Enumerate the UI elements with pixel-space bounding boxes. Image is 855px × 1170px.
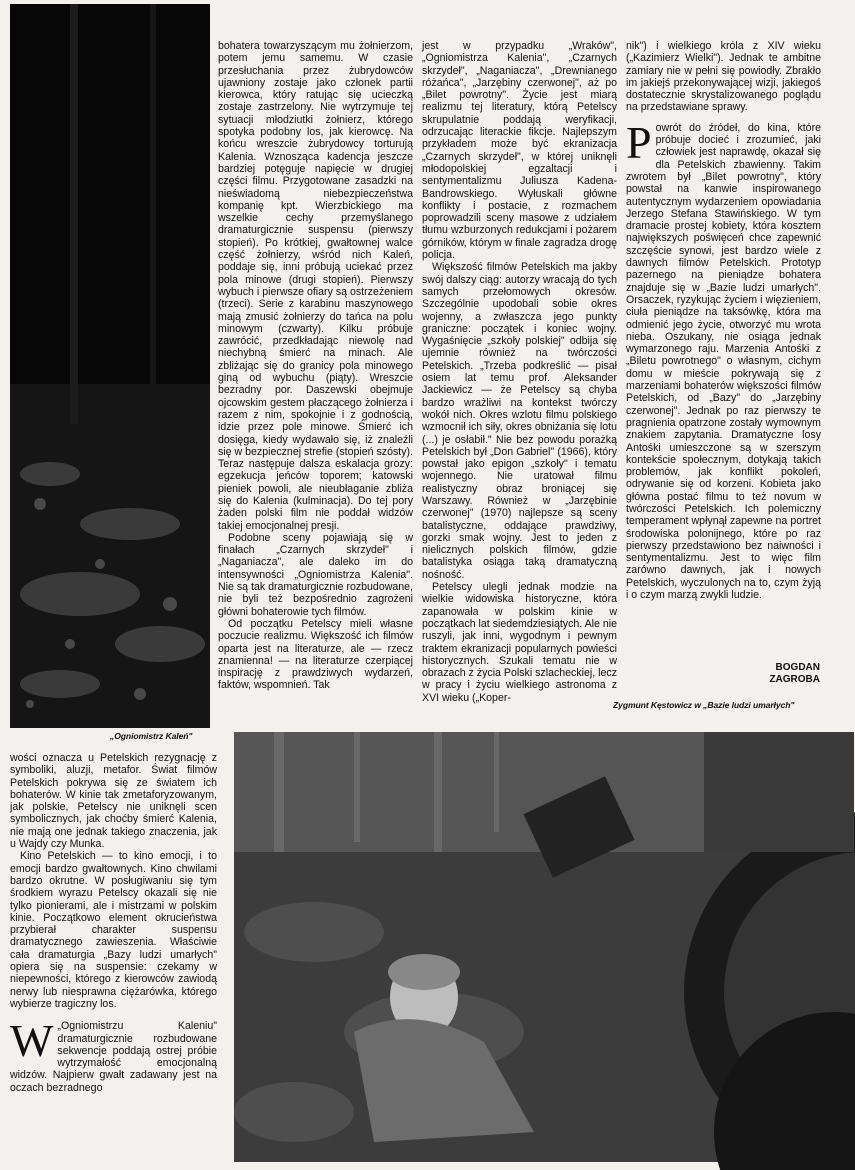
text-column-left-bottom bbox=[10, 752, 217, 1164]
drop-cap: P bbox=[626, 116, 652, 168]
paragraph: Od początku Petelscy mieli własne poczucie realizmu. Większość ich filmów oparta jest na literaturze, ale — rzecz znamienna! — na literaturze czerpiącej inspirację z prawdziwych wydarzeń, faktów, wspomnień. Tak bbox=[218, 617, 413, 692]
caption-left-photo: „Ogniomistrz Kaleń" bbox=[110, 731, 193, 741]
paragraph: jest w przypadku „Wraków", „Ogniomistrza Kalenia", „Czarnych skrzydeł", „Naganiacza", „Drewnianego różańca", „Jarzębiny czerwonej", aż po „Bilet powrotny". Życie jest miarą realizmu tej literatury, którą Petelscy skrupulatnie poddają weryfikacji, odrzucając literackie fikcje. Najlepszym przykładem może być ekranizacja „Czarnych skrzydeł", w której uniknęli młodopolskiej egzaltacji i sentymentalizmu Juliusza Kadena-Bandrowskiego. Wyłuskali główne konflikty i postacie, z rozmachem poprowadzili sceny masowe z udziałem tłumu wzburzonych redukcjami i pożarem górników, którym w finale zagradza drogę policja. bbox=[422, 40, 617, 262]
photo-ogniomistrz-kalen bbox=[10, 4, 210, 728]
text-column-1 bbox=[218, 40, 413, 690]
paragraph: wości oznacza u Petelskich rezygnację z symboliki, aluzji, metafor. Świat filmów Petelskich pokrywa się ze światem ich bohaterów. W kinie tak zmetaforyzowanym, jak polskie, Petelscy nie uniknęli scen symbolicznych, jak choćby śmierć Kalenia, nie mają one jednak takiego znaczenia, jak u Wajdy czy Munka. bbox=[10, 752, 217, 851]
text-column-2 bbox=[422, 40, 617, 704]
paragraph: Petelscy ulegli jednak modzie na wielkie widowiska historyczne, która zapanowała w polskim kinie w początkach lat siedemdziesiątych. Ale nie ruszyli, jak inni, wygodnym i pewnym traktem ekranizacji popularnych powieści historycznych. Szukali tematu nie w obrazach z życia Polski szlacheckiej, lecz w pracy i życiu wielkiego astronoma z XVI wieku („Koper- bbox=[422, 581, 617, 704]
text-column-3 bbox=[626, 40, 821, 660]
paragraph: Kino Petelskich — to kino emocji, i to emocji bardzo gwałtownych. Kino chwilami bardzo okrutne. W posługiwaniu się tym środkiem wyrazu Petelscy okazali się nie tylko pionierami, ale i mistrzami w polskim kinie. Początkowo element okrucieństwa przybierał charakter suspensu dramatycznego zawieszenia. Właściwie cała dramaturgia „Bazy ludzi umarłych" opiera się na suspensie: czekamy w niepewności, którego z kierowców zawiodą nerwy lub niesprawna ciężarówka, którego wybierze tragiczny los. bbox=[10, 850, 217, 1010]
caption-bottom-photo: Zygmunt Kęstowicz w „Bazie ludzi umarłych" bbox=[613, 700, 795, 710]
paragraph: Podobne sceny pojawiają się w finałach „Czarnych skrzydeł" i „Naganiacza", ale daleko im do intensywności „Ogniomistrza Kalenia". Nie są tak dramaturgicznie rozbudowane, nie byli też bezpośrednio zagrożeni główni bohaterowie tych filmów. bbox=[218, 531, 413, 618]
paragraph-dropcap: Powrót do źródeł, do kina, które próbuje docieć i zrozumieć, jaki człowiek jest naprawdę, okazał się dla Petelskich zbawienny. Takim zwrotem był „Bilet powrotny", który powstał na kanwie inspirowanego autentycznym wydarzeniem opowiadania Jerzego Stefana Stawińskiego. W tym dramacie prostej kobiety, która kosztem największych poświęceń chce zapewnić szczęście synowi, jest bardzo wiele z dawnych filmów Petelskich. Prototyp pazernego na pieniądze bohatera znajduje się w „Bazie ludzi umarłych". Orsaczek, ryzykując życiem i więzieniem, ciuła pieniądze na taksówkę, która ma odmienić jego życie, otworzyć mu wrota nieba. Oszukany, nie osiąga jednak wymarzonego raju. Marzenia Antośki z „Biletu powrotnego" o własnym, cichym domu w mieście pokrywają się z marzeniami bohaterów większości filmów Petelskich, od „Bazy" do „Jarzębiny czerwonej". Jednak po raz pierwszy te pragnienia opatrzone zostały wymownym znakiem zapytania. Dramatyczne losy Antośki umieszczone są w szerszym kontekście społecznym, dotykają takich problemów, jak konflikt pokoleń, odrywanie się od korzeni. Kobieta jako główna postać filmu to też novum w twórczości Petelskich. Ich polemiczny temperament wpłynął zapewne na portret środowiska polonijnego, które po raz pierwszy przedstawiono bez naiwności i sentymentalizmu. Jest to więc film zarówno dawnych, jak i nowych Petelskich, wyczulonych na to, czym żyją i o czym marzą zwykli ludzie. bbox=[626, 116, 821, 602]
photo-baza-ludzi-umarlych bbox=[234, 732, 852, 1162]
paragraph: nik") i wielkiego króla z XIV wieku („Kazimierz Wielki"). Jednak te ambitne zamiary nie w pełni się powiodły. Zbrakło im jakiejś przekonywającej wizji, jakiegoś dostatecznie skrystalizowanego poglądu na przedstawiane sprawy. bbox=[626, 40, 821, 114]
paragraph: bohatera towarzyszącym mu żołnierzom, potem jemu samemu. W czasie przesłuchania przez żubrydowców ujawniony zostaje jako członek partii kierowca, który ratując się ucieczką zostaje zastrzelony. Nie wytrzymuje tej sytuacji młodziutki żołnierz, którego spotyka podobny los, jak kierowcę. Na końcu wreszcie żubrydowcy torturują Kalenia. Wznosząca kadencja jeszcze bardziej potęguje napięcie w drugiej części filmu. Przygotowane zasadzki na nieświadomą niebezpieczeństwa kompanię kpt. Wierzbickiego ma wszelkie cechy przemyślanego dramaturgicznie suspensu (pierwszy stopień). Po krótkiej, gwałtownej walce część żołnierzy, wśród nich Kaleń, poddaje się, inni próbują uciekać przez pola minowe (drugi stopień). Pierwszy wybuch i pierwsze ofiary są ostrzeżeniem (trzeci). Serie z karabinu maszynowego mają zmusić żołnierzy do tańca na polu minowym (czwarty). Kilku próbuje zawrócić, przedkładając niewolę nad niechybną śmierć na minach. Ale zbliżając się do granicy pola minowego giną od wybuchu (piąty). Wreszcie bezradny por. Daszewski obejmuje ojcowskim gestem płaczącego żołnierza i razem z nim, spokojnie i z godnością, idzie przez pole minowe. Śmierć ich dosięga, kiedy wydawało się, iż znaleźli się w bezpiecznej strefie (stopień szósty). Teraz następuje dalsza eskalacja grozy: egzekucja jeńców toporem; katowski pieniek powoli, ale nieubłaganie zbliża się do Kalenia (kulminacja). Do tej pory żaden polski film nie poddał widzów takiej emocjonalnej presji. bbox=[218, 40, 413, 532]
drop-cap: W bbox=[10, 1015, 54, 1067]
paragraph: Większość filmów Petelskich ma jakby swój dalszy ciąg: autorzy wracają do tych samych przełomowych okresów. Szczególnie upodobali sobie okres wojenny, a zwłaszcza jego punkty graniczne: początek i koniec wojny. Wygaśnięcie „szkoły polskiej" odbija się ujemnie również na twórczości Petelskich. „Trzeba podkreślić — pisał osiem lat temu prof. Aleksander Jackiewicz — że Petelscy są chyba bardzo wrażliwi na kontekst twórczy wokół nich. Okres wzlotu filmu polskiego wzmocnił ich siły, okres obniżania się lotu (...) je osłabił." Nie bez powodu porażką Petelskich był „Don Gabriel" (1966), który powstał jako epigon „szkoły" i tematu wojennego. Nie uratował filmu realistyczny obraz broniącej się Warszawy. Również w „Jarzębinie czerwonej" (1970) najlepsze są sceny batalistyczne, oddające prawdziwy, gorzki smak wojny. Jest to jeden z nielicznych polskich filmów, gdzie batalistyka osiąga taką dramatyczną nośność. bbox=[422, 261, 617, 581]
author-byline: BOGDAN ZAGROBA bbox=[769, 662, 820, 685]
paragraph-dropcap: W „Ogniomistrzu Kaleniu" dramaturgicznie rozbudowane sekwencje poddają ostrej próbie wytrzymałość emocjonalną widzów. Najpierw gwałt zadawany jest na oczach bezradnego bbox=[10, 1015, 217, 1094]
